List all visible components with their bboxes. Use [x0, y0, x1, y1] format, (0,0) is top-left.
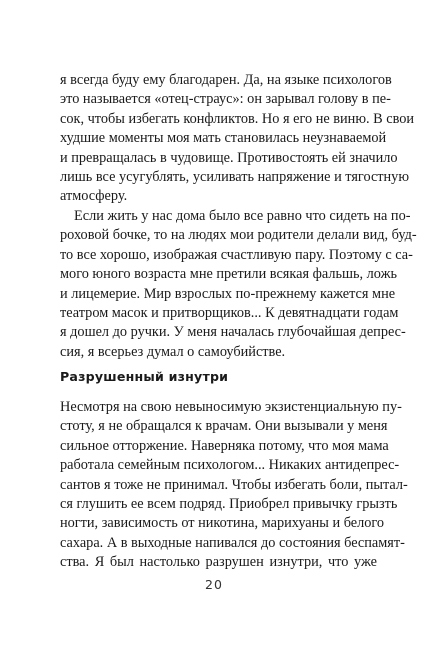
- text-line: сильное отторжение. Наверняка потому, что моя мама: [60, 437, 389, 454]
- text-line: мого юного возраста мне претили всякая фальшь, ложь: [60, 266, 397, 283]
- text-line: работала семейным психологом... Никаких антидепрес-: [60, 457, 400, 474]
- text-line: сантов я тоже не принимал. Чтобы избегать боли, пытал-: [60, 476, 408, 493]
- paragraph-2: [60, 207, 417, 362]
- text-line: роховой бочке, то на людях мои родители делали вид, буд-: [60, 227, 417, 244]
- text-line: я дошел до ручки. У меня началась глубочайшая депрес-: [60, 324, 406, 341]
- text-line: театром масок и притворщиков... К девятнадцати годам: [60, 304, 399, 321]
- text-line: стоту, я не обращался к врачам. Они вызывали у меня: [60, 418, 388, 435]
- page-number: 20: [205, 577, 223, 592]
- paragraph-3: [60, 398, 408, 573]
- text-line: это называется «отец-страус»: он зарывал голову в пе-: [60, 91, 391, 108]
- text-line: и лицемерие. Мир взрослых по-прежнему кажется мне: [60, 285, 396, 302]
- section-heading: Разрушенный изнутри: [60, 369, 229, 384]
- text-line: лишь все усугублять, усиливать напряжение и тягостную: [60, 168, 410, 185]
- text-line: и превращалась в чудовище. Противостоять ей значило: [60, 149, 398, 166]
- text-line: худшие моменты моя мать становилась неузнаваемой: [60, 130, 387, 147]
- text-line: Если жить у нас дома было все равно что сидеть на по-: [74, 208, 411, 224]
- text-line: атмосферу.: [60, 188, 128, 205]
- text-line: ногти, зависимость от никотина, марихуаны и белого: [60, 515, 385, 532]
- text-line: то все хорошо, изображая счастливую пару. Поэтому с са-: [60, 246, 413, 263]
- text-line: ства. Я был настолько разрушен изнутри, что уже: [60, 554, 377, 571]
- text-line: сия, я всерьез думал о самоубийстве.: [60, 343, 286, 360]
- text-line: Несмотря на свою невыносимую экзистенциальную пу-: [60, 399, 402, 415]
- text-line: сахара. А в выходные напивался до состояния беспамят-: [60, 534, 405, 551]
- text-line: сок, чтобы избегать конфликтов. Но я его не виню. В свои: [60, 110, 415, 127]
- text-line: я всегда буду ему благодарен. Да, на языке психологов: [60, 72, 392, 88]
- paragraph-1: [60, 71, 415, 207]
- text-line: ся глушить ее всем подряд. Приобрел привычку грызть: [60, 495, 398, 512]
